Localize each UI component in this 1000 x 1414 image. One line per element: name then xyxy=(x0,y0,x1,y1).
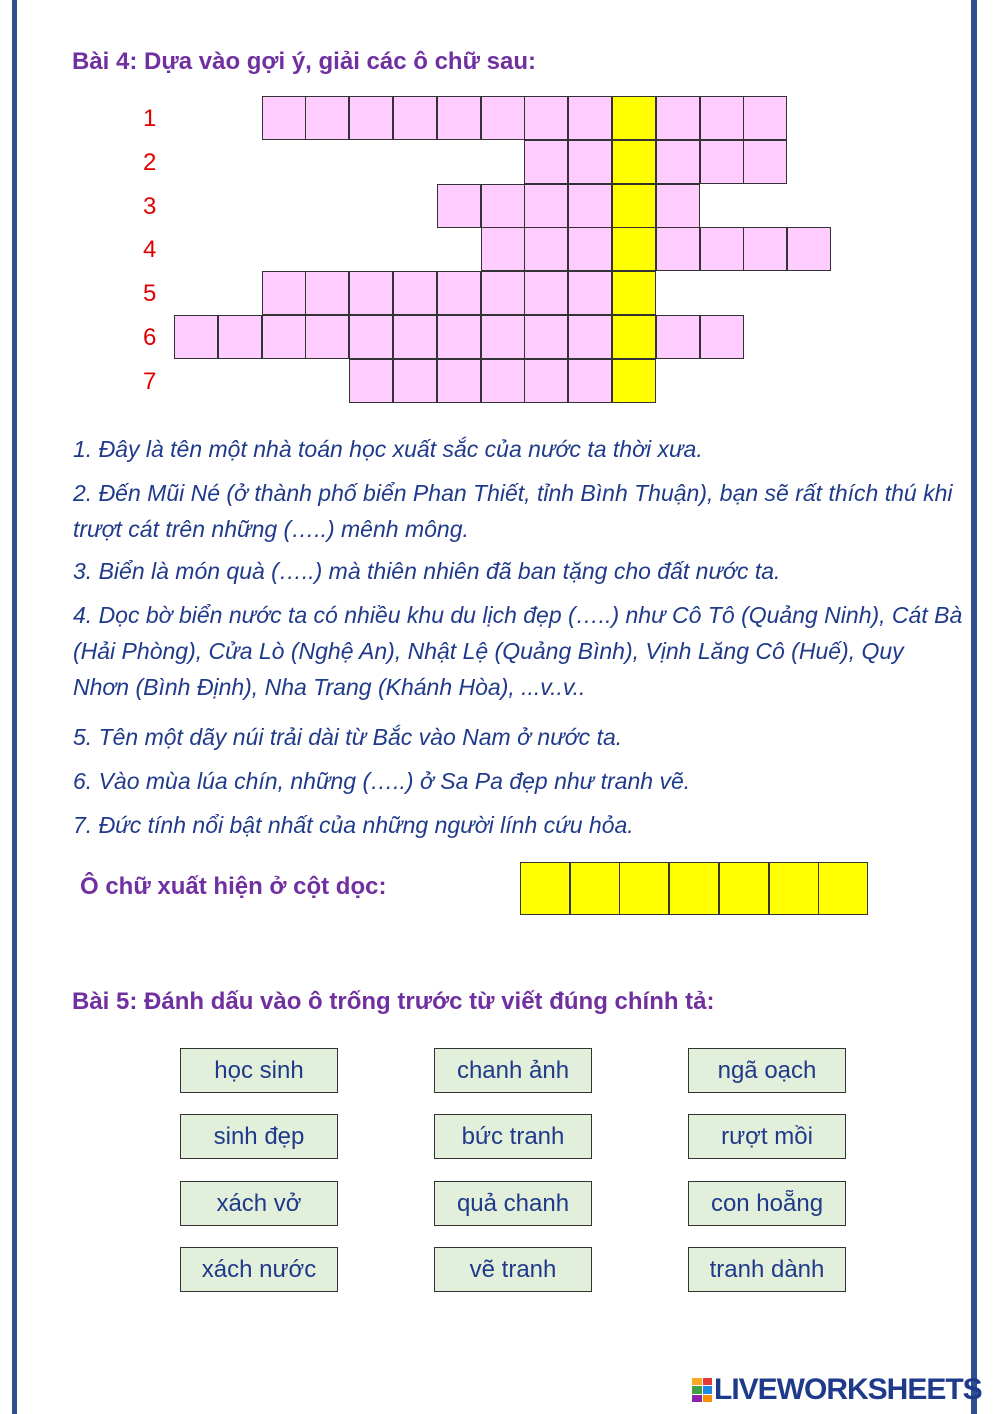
crossword-cell[interactable] xyxy=(743,227,787,271)
crossword-cell[interactable] xyxy=(174,315,218,359)
liveworksheets-logo-icon xyxy=(692,1378,712,1402)
answer-label: Ô chữ xuất hiện ở cột dọc: xyxy=(80,873,387,900)
crossword-cell[interactable] xyxy=(656,96,700,140)
crossword-cell[interactable] xyxy=(437,315,481,359)
crossword-cell[interactable] xyxy=(787,227,831,271)
row-number-4: 4 xyxy=(143,236,157,263)
crossword-cell[interactable] xyxy=(481,359,525,403)
crossword-cell[interactable] xyxy=(305,271,349,315)
answer-cell[interactable] xyxy=(719,862,769,915)
answer-cell[interactable] xyxy=(619,862,669,915)
word-option[interactable]: học sinh xyxy=(180,1048,338,1093)
crossword-cell[interactable] xyxy=(481,227,525,271)
page-border-right xyxy=(971,0,977,1414)
crossword-cell[interactable] xyxy=(656,227,700,271)
word-option[interactable]: bức tranh xyxy=(434,1114,592,1159)
word-option[interactable]: xách vở xyxy=(180,1181,338,1226)
crossword-cell[interactable] xyxy=(262,271,306,315)
crossword-key-cell[interactable] xyxy=(612,96,656,140)
crossword-cell[interactable] xyxy=(568,227,612,271)
word-option[interactable]: con hoẵng xyxy=(688,1181,846,1226)
crossword-cell[interactable] xyxy=(481,96,525,140)
liveworksheets-brand: LIVEWORKSHEETS xyxy=(714,1373,982,1406)
crossword-key-cell[interactable] xyxy=(612,271,656,315)
clue-4: 4. Dọc bờ biển nước ta có nhiều khu du lịch đẹp (…..) như Cô Tô (Quảng Ninh), Cát Bà (Hải Phòng), Cửa Lò (Nghệ An), Nhật Lệ (Quảng Bình), Vịnh Lăng Cô (Huế), Quy Nhơn (Bình Định), Nha Trang (Khánh Hòa), ...v..v.. xyxy=(73,602,963,700)
crossword-cell[interactable] xyxy=(524,315,568,359)
crossword-cell[interactable] xyxy=(437,359,481,403)
crossword-cell[interactable] xyxy=(743,96,787,140)
crossword-cell[interactable] xyxy=(437,184,481,228)
word-option[interactable]: tranh dành xyxy=(688,1247,846,1292)
crossword-cell[interactable] xyxy=(393,315,437,359)
crossword-cell[interactable] xyxy=(524,271,568,315)
crossword-cell[interactable] xyxy=(524,359,568,403)
word-option[interactable]: vẽ tranh xyxy=(434,1247,592,1292)
clue-1: 1. Đây là tên một nhà toán học xuất sắc của nước ta thời xưa. xyxy=(73,436,703,462)
liveworksheets-logo xyxy=(692,1374,982,1406)
crossword-cell[interactable] xyxy=(700,227,744,271)
crossword-cell[interactable] xyxy=(743,140,787,184)
crossword-key-cell[interactable] xyxy=(612,359,656,403)
crossword-cell[interactable] xyxy=(393,359,437,403)
word-option[interactable]: xách nước xyxy=(180,1247,338,1292)
crossword-key-cell[interactable] xyxy=(612,315,656,359)
crossword-cell[interactable] xyxy=(349,315,393,359)
crossword-cell[interactable] xyxy=(656,184,700,228)
crossword-cell[interactable] xyxy=(305,315,349,359)
crossword-cell[interactable] xyxy=(656,140,700,184)
row-number-3: 3 xyxy=(143,193,157,220)
word-option[interactable]: sinh đẹp xyxy=(180,1114,338,1159)
crossword-cell[interactable] xyxy=(700,140,744,184)
answer-cell[interactable] xyxy=(570,862,620,915)
word-option[interactable]: chanh ảnh xyxy=(434,1048,592,1093)
clue-6: 6. Vào mùa lúa chín, những (…..) ở Sa Pa đẹp như tranh vẽ. xyxy=(73,768,691,794)
crossword-cell[interactable] xyxy=(349,359,393,403)
row-number-7: 7 xyxy=(143,368,157,395)
crossword-cell[interactable] xyxy=(568,315,612,359)
crossword-cell[interactable] xyxy=(393,271,437,315)
crossword-cell[interactable] xyxy=(656,315,700,359)
crossword-cell[interactable] xyxy=(349,96,393,140)
crossword-cell[interactable] xyxy=(481,315,525,359)
crossword-cell[interactable] xyxy=(568,271,612,315)
clue-7: 7. Đức tính nổi bật nhất của những người lính cứu hỏa. xyxy=(73,812,634,838)
crossword-cell[interactable] xyxy=(218,315,262,359)
crossword-cell[interactable] xyxy=(700,315,744,359)
word-option[interactable]: ngã oạch xyxy=(688,1048,846,1093)
row-number-6: 6 xyxy=(143,324,157,351)
clue-5: 5. Tên một dãy núi trải dài từ Bắc vào Nam ở nước ta. xyxy=(73,724,623,750)
row-number-5: 5 xyxy=(143,280,157,307)
row-number-2: 2 xyxy=(143,149,157,176)
answer-cell[interactable] xyxy=(818,862,868,915)
crossword-cell[interactable] xyxy=(393,96,437,140)
crossword-cell[interactable] xyxy=(305,96,349,140)
crossword-cell[interactable] xyxy=(568,359,612,403)
crossword-key-cell[interactable] xyxy=(612,140,656,184)
crossword-cell[interactable] xyxy=(568,184,612,228)
answer-cell[interactable] xyxy=(769,862,819,915)
word-option[interactable]: rượt mồi xyxy=(688,1114,846,1159)
exercise4-title: Bài 4: Dựa vào gợi ý, giải các ô chữ sau: xyxy=(72,48,536,75)
crossword-cell[interactable] xyxy=(524,96,568,140)
crossword-key-cell[interactable] xyxy=(612,227,656,271)
exercise5-title: Bài 5: Đánh dấu vào ô trống trước từ viết đúng chính tả: xyxy=(72,988,715,1015)
crossword-cell[interactable] xyxy=(349,271,393,315)
crossword-cell[interactable] xyxy=(481,184,525,228)
clue-3: 3. Biển là món quà (…..) mà thiên nhiên đã ban tặng cho đất nước ta. xyxy=(73,558,781,584)
crossword-key-cell[interactable] xyxy=(612,184,656,228)
crossword-cell[interactable] xyxy=(524,140,568,184)
crossword-cell[interactable] xyxy=(437,96,481,140)
crossword-cell[interactable] xyxy=(481,271,525,315)
crossword-cell[interactable] xyxy=(524,227,568,271)
crossword-cell[interactable] xyxy=(262,96,306,140)
clue-2: 2. Đến Mũi Né (ở thành phố biển Phan Thiết, tỉnh Bình Thuận), bạn sẽ rất thích thú khi trượt cát trên những (…..) mênh mông. xyxy=(73,480,953,542)
crossword-cell[interactable] xyxy=(262,315,306,359)
crossword-cell[interactable] xyxy=(437,271,481,315)
crossword-cell[interactable] xyxy=(568,96,612,140)
answer-cell[interactable] xyxy=(669,862,719,915)
row-number-1: 1 xyxy=(143,105,157,132)
word-option[interactable]: quả chanh xyxy=(434,1181,592,1226)
crossword-cell[interactable] xyxy=(524,184,568,228)
crossword-cell[interactable] xyxy=(568,140,612,184)
page-border-left xyxy=(12,0,17,1414)
crossword-cell[interactable] xyxy=(700,96,744,140)
answer-cell[interactable] xyxy=(520,862,570,915)
